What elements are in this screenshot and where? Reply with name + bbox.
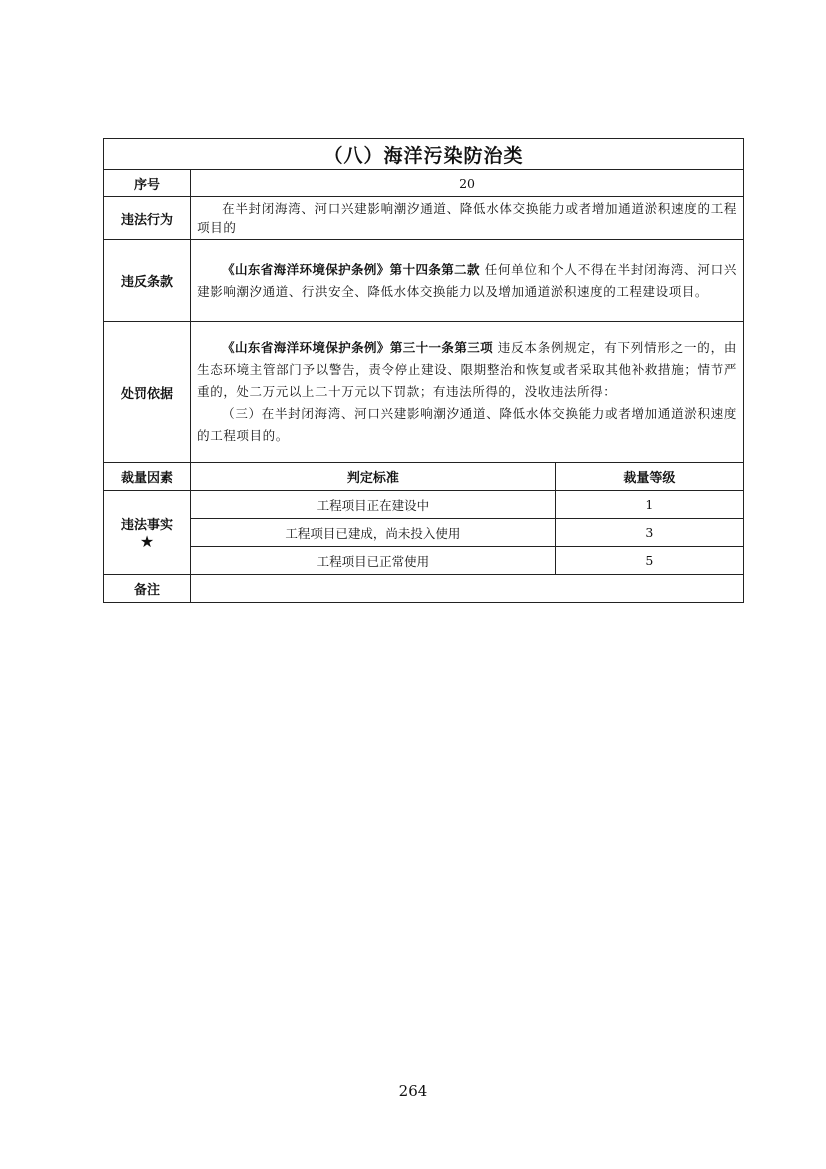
remarks-row xyxy=(104,575,744,603)
fact-criteria-3: 工程项目已正常使用 xyxy=(191,547,556,575)
violated-clause-reference: 《山东省海洋环境保护条例》第十四条第二款 xyxy=(222,261,480,277)
penalty-basis-row xyxy=(104,322,744,463)
fact-row-2 xyxy=(104,519,744,547)
serial-value: 20 xyxy=(191,170,744,197)
violated-clause-row xyxy=(104,240,744,322)
violated-clause-text: 任何单位和个人不得在半封闭海湾、河口兴建影响潮汐通道、行洪安全、降低水体交换能力以及增加通道淤积速度的工程建设项目。 xyxy=(197,261,737,299)
page-number: 264 xyxy=(398,1082,428,1100)
penalty-basis-text: 违反本条例规定，有下列情形之一的，由生态环境主管部门予以警告，责令停止建设、限期整治和恢复或者采取其他补救措施；情节严重的，处二万元以上二十万元以下罚款；有违法所得的，没收违法所得： xyxy=(197,340,737,399)
penalty-basis-item: （三）在半封闭海湾、河口兴建影响潮汐通道、降低水体交换能力或者增加通道淤积速度的工程项目的。 xyxy=(197,406,737,443)
star-icon: ★ xyxy=(139,532,155,551)
remarks-value xyxy=(191,575,744,603)
discretion-header-row xyxy=(104,463,744,491)
discretion-factor-label: 裁量因素 xyxy=(104,463,191,491)
fact-criteria-2: 工程项目已建成，尚未投入使用 xyxy=(191,519,556,547)
remarks-label: 备注 xyxy=(104,575,191,603)
fact-level-3: 5 xyxy=(555,547,743,575)
violation-text: 在半封闭海湾、河口兴建影响潮汐通道、降低水体交换能力或者增加通道淤积速度的工程项目的 xyxy=(197,201,737,235)
violation-label: 违法行为 xyxy=(104,197,191,240)
fact-row-3 xyxy=(104,547,744,575)
criteria-header: 判定标准 xyxy=(191,463,556,491)
level-header: 裁量等级 xyxy=(555,463,743,491)
penalty-basis-cell xyxy=(191,322,744,463)
violation-text-cell xyxy=(191,197,744,240)
penalty-basis-paragraph xyxy=(197,337,737,403)
facts-label: 违法事实 xyxy=(121,518,174,533)
title-row xyxy=(104,139,744,170)
violated-clause-cell xyxy=(191,240,744,322)
fact-criteria-1: 工程项目正在建设中 xyxy=(191,491,556,519)
facts-label-cell xyxy=(104,491,191,575)
fact-row-1 xyxy=(104,491,744,519)
penalty-basis-reference: 《山东省海洋环境保护条例》第三十一条第三项 xyxy=(222,340,494,355)
penalty-basis-label: 处罚依据 xyxy=(104,322,191,463)
serial-label: 序号 xyxy=(104,170,191,197)
violation-row xyxy=(104,197,744,240)
serial-row xyxy=(104,170,744,197)
fact-level-2: 3 xyxy=(555,519,743,547)
enforcement-table xyxy=(103,138,744,603)
table-title: （八）海洋污染防治类 xyxy=(104,139,744,170)
violated-clause-paragraph xyxy=(197,259,737,303)
violated-clause-label: 违反条款 xyxy=(104,240,191,322)
fact-level-1: 1 xyxy=(555,491,743,519)
